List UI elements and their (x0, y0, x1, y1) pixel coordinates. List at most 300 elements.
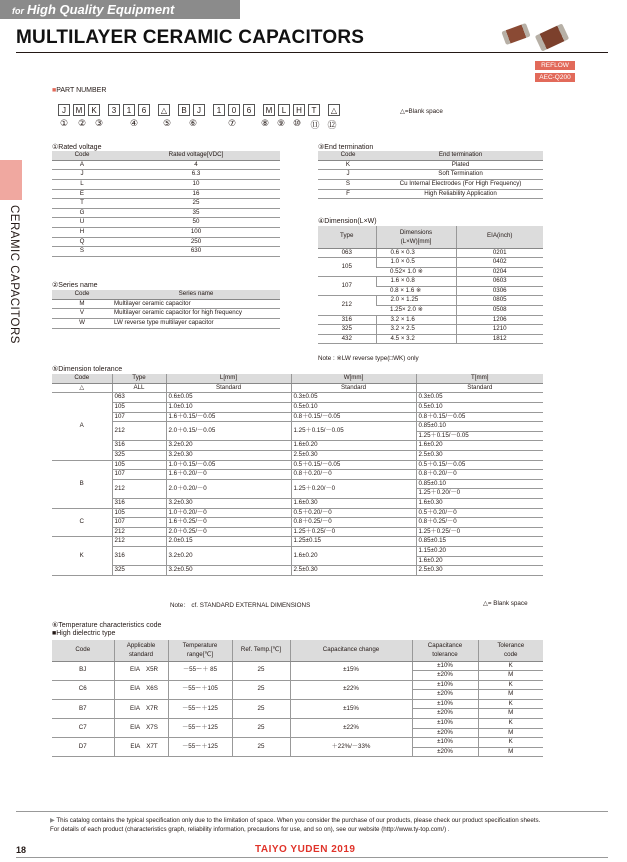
value-cell: High Reliability Application (378, 189, 543, 199)
thickness-cell: 2.5±0.30 (416, 566, 543, 576)
width-cell: 0.5＋0.20/－0 (291, 508, 416, 518)
capacitance-change-cell: ＋22%/－33% (290, 738, 412, 757)
dimension-cell: 1.25× 2.0 ※ (376, 306, 456, 316)
col-header: Type (112, 374, 166, 383)
code-cell: C6 (52, 680, 114, 699)
length-cell: Standard (166, 383, 291, 393)
table-row (52, 199, 280, 209)
thickness-cell: 0.8＋0.20/－0 (416, 470, 543, 480)
type-cell: 432 (318, 334, 376, 344)
col-header: W[mm] (291, 374, 416, 383)
code-cell: V (52, 309, 112, 319)
table-row (52, 699, 543, 709)
code-cell: E (52, 189, 112, 199)
table-row (52, 680, 543, 690)
temperature-range-cell: －55～＋125 (168, 738, 232, 757)
type-cell: 107 (112, 470, 166, 480)
width-cell: 1.25±0.15 (291, 537, 416, 547)
width-cell: 0.5±0.10 (291, 403, 416, 413)
standard-cell (114, 680, 168, 699)
length-cell: 1.6＋0.15/－0.05 (166, 412, 291, 422)
length-cell: 2.0＋0.15/－0.05 (166, 422, 291, 441)
capacitance-tolerance-cell: ±20% (412, 671, 478, 681)
col-header: Series name (112, 290, 280, 299)
value-cell: Plated (378, 160, 543, 170)
dimension-cell: 1.0 × 0.5 (376, 258, 456, 268)
temperature-range-cell: －55～＋125 (168, 719, 232, 738)
value-cell: 100 (112, 228, 280, 238)
type-cell: 316 (112, 499, 166, 509)
code-cell: △ (52, 383, 112, 393)
tolerance-code-cell: K (478, 738, 543, 748)
page-title: MULTILAYER CERAMIC CAPACITORS (16, 27, 365, 48)
tolerance-code-cell: K (478, 661, 543, 671)
length-cell: 0.6±0.05 (166, 393, 291, 403)
type-cell: 105 (112, 508, 166, 518)
thickness-cell: 0.85±0.10 (416, 422, 543, 432)
part-number-box: L (278, 104, 290, 116)
type-cell: 063 (318, 248, 376, 258)
table-row (52, 412, 543, 422)
type-cell: 316 (318, 315, 376, 325)
rated-voltage-table (52, 151, 280, 257)
type-cell: 063 (112, 393, 166, 403)
col-header: EIA(inch) (456, 226, 543, 248)
table-row (52, 299, 280, 309)
tolerance-code-cell: K (478, 680, 543, 690)
type-cell: 107 (112, 412, 166, 422)
type-cell: 212 (112, 479, 166, 498)
table-row (52, 218, 280, 228)
part-number-box: 6 (243, 104, 255, 116)
temperature-title: ⑥Temperature characteristics code (52, 622, 162, 629)
col-header: Capacitance tolerance (412, 640, 478, 661)
dimension-cell: 4.5 × 3.2 (376, 334, 456, 344)
code-cell: A (52, 393, 112, 460)
brand-name: TAIYO YUDEN 2019 (255, 844, 356, 855)
width-cell: 0.8＋0.20/－0 (291, 470, 416, 480)
dimension-cell: 1.6 × 0.8 (376, 277, 456, 287)
width-cell: 0.5＋0.15/－0.05 (291, 460, 416, 470)
part-number-box: T (308, 104, 320, 116)
type-cell: 107 (318, 277, 376, 296)
code-cell: B (52, 460, 112, 508)
length-cell: 1.6＋0.25/－0 (166, 518, 291, 528)
col-header: Code (52, 374, 112, 383)
standard-class: X7T (146, 743, 158, 751)
table-row (318, 334, 543, 344)
code-cell: S (52, 247, 112, 257)
table-row (52, 180, 280, 190)
table-row (52, 518, 543, 528)
col-header: Tolerance code (478, 640, 543, 661)
value-cell: Multilayer ceramic capacitor for high frequency (112, 309, 280, 319)
type-cell: 325 (112, 451, 166, 461)
col-header: L[mm] (166, 374, 291, 383)
capacitance-tolerance-cell: ±10% (412, 738, 478, 748)
capacitor-chip-image (535, 23, 569, 51)
ref-temp-cell: 25 (232, 680, 290, 699)
width-cell: 2.5±0.30 (291, 451, 416, 461)
length-cell: 1.0＋0.20/－0 (166, 508, 291, 518)
side-tab-marker (0, 160, 22, 200)
type-cell: 105 (112, 460, 166, 470)
table-row (52, 451, 543, 461)
code-cell: J (52, 170, 112, 180)
table-row (52, 661, 543, 671)
type-cell: 105 (112, 403, 166, 413)
length-cell: 3.2±0.50 (166, 566, 291, 576)
table-row (52, 208, 280, 218)
capacitance-tolerance-cell: ±10% (412, 680, 478, 690)
thickness-cell: 0.85±0.10 (416, 479, 543, 489)
code-cell: J (318, 170, 378, 180)
standard-name: EIA (129, 704, 140, 712)
dimension-cell: 2.0 × 1.25 (376, 296, 456, 306)
ref-temp-cell: 25 (232, 738, 290, 757)
table-row (52, 546, 543, 556)
side-tab-label: CERAMIC CAPACITORS (8, 205, 20, 344)
part-number-box: H (293, 104, 305, 116)
table-row (318, 170, 543, 180)
table-row (318, 325, 543, 335)
tolerance-code-cell: K (478, 699, 543, 709)
dimension-cell: 3.2 × 1.6 (376, 315, 456, 325)
length-cell: 1.6＋0.20/－0 (166, 470, 291, 480)
thickness-cell: 1.25＋0.25/－0 (416, 527, 543, 537)
footer-note-line-1: This catalog contains the typical specification only due to the limitation of space. When you consider the purchase of our products, please check our product specification sheets. (56, 817, 541, 824)
code-cell: F (318, 189, 378, 199)
badge-aec-q200: AEC-Q200 (535, 73, 575, 82)
col-header: Temperature range[℃] (168, 640, 232, 661)
table-row (318, 180, 543, 190)
table-row (318, 315, 543, 325)
part-number-index: ④ (129, 118, 139, 128)
part-number-box: 0 (228, 104, 240, 116)
footer-note-line-2: For details of each product (characteristics graph, reliability information, precautions for use, and so on), see our website (http://www.ty-top.com/) . (50, 825, 450, 833)
part-number-box: M (263, 104, 275, 116)
table-row (52, 160, 280, 170)
col-header: T[mm] (416, 374, 543, 383)
value-cell: LW reverse type multilayer capacitor (112, 319, 280, 329)
col-header: Code (318, 151, 378, 160)
part-number-box: 3 (108, 104, 120, 116)
table-row (52, 393, 543, 403)
table-row (318, 248, 543, 258)
code-cell: U (52, 218, 112, 228)
banner-text: High Quality Equipment (27, 2, 175, 17)
thickness-cell: Standard (416, 383, 543, 393)
part-number-box: △ (328, 104, 340, 116)
ref-temp-cell: 25 (232, 661, 290, 680)
table-row (52, 566, 543, 576)
code-cell: BJ (52, 661, 114, 680)
length-cell: 1.0＋0.15/－0.05 (166, 460, 291, 470)
capacitance-tolerance-cell: ±20% (412, 709, 478, 719)
part-number-box: J (58, 104, 70, 116)
capacitance-tolerance-cell: ±20% (412, 690, 478, 700)
type-cell: 107 (112, 518, 166, 528)
code-cell: K (318, 160, 378, 170)
eia-cell: 0306 (456, 286, 543, 296)
footer-note (50, 817, 610, 834)
capacitance-tolerance-cell: ±10% (412, 661, 478, 671)
eia-cell: 1210 (456, 325, 543, 335)
eia-cell: 1206 (456, 315, 543, 325)
tolerance-table (52, 374, 543, 576)
width-cell: 1.25＋0.15/－0.05 (291, 422, 416, 441)
length-cell: 2.0＋0.25/－0 (166, 527, 291, 537)
code-cell: G (52, 208, 112, 218)
width-cell: 1.6±0.20 (291, 441, 416, 451)
standard-cell (114, 661, 168, 680)
capacitance-change-cell: ±15% (290, 699, 412, 718)
col-header: Ref. Temp.[℃] (232, 640, 290, 661)
eia-cell: 1812 (456, 334, 543, 344)
eia-cell: 0508 (456, 306, 543, 316)
table-row (52, 527, 543, 537)
value-cell: Multilayer ceramic capacitor (112, 299, 280, 309)
table-row (318, 296, 543, 306)
part-number-index: ⑪ (310, 120, 320, 130)
table-row (52, 403, 543, 413)
thickness-cell: 0.8＋0.15/－0.05 (416, 412, 543, 422)
temperature-subtitle: ■High dielectric type (52, 630, 116, 637)
dimension-note: Note : ※LW reverse type(□WK) only (318, 355, 419, 362)
eia-cell: 0402 (456, 258, 543, 268)
standard-cell (114, 699, 168, 718)
eia-cell: 0204 (456, 267, 543, 277)
table-row (52, 383, 543, 393)
footer-bottom-rule (16, 857, 608, 858)
type-cell: 212 (318, 296, 376, 315)
capacitance-change-cell: ±22% (290, 719, 412, 738)
code-cell: H (52, 228, 112, 238)
table-row (52, 508, 543, 518)
tolerance-blank-note: △= Blank space (483, 600, 528, 607)
length-cell: 3.2±0.20 (166, 546, 291, 565)
value-cell: 25 (112, 199, 280, 209)
standard-cell (114, 738, 168, 757)
thickness-cell: 1.25＋0.20/－0 (416, 489, 543, 499)
dimension-title: ④Dimension(L×W) (318, 218, 377, 225)
part-number-box: B (178, 104, 190, 116)
value-cell: 250 (112, 237, 280, 247)
code-cell: C (52, 508, 112, 537)
table-row (52, 422, 543, 432)
tolerance-note: Note： cf. STANDARD EXTERNAL DIMENSIONS (170, 602, 311, 609)
part-number-box: 1 (123, 104, 135, 116)
width-cell: 1.25＋0.25/－0 (291, 527, 416, 537)
capacitor-chip-image (501, 23, 530, 45)
length-cell: 2.0＋0.20/－0 (166, 479, 291, 498)
part-number-index: ② (77, 118, 87, 128)
thickness-cell: 1.6±0.20 (416, 556, 543, 566)
eia-cell: 0805 (456, 296, 543, 306)
dimension-cell: 0.52× 1.0 ※ (376, 267, 456, 277)
footer-divider (16, 811, 608, 812)
part-number-index: ① (59, 118, 69, 128)
temperature-table (52, 640, 543, 757)
table-row (318, 258, 543, 268)
capacitance-change-cell: ±15% (290, 661, 412, 680)
table-row (318, 277, 543, 287)
code-cell: B7 (52, 699, 114, 718)
col-header: Type (318, 226, 376, 248)
thickness-cell: 0.5＋0.20/－0 (416, 508, 543, 518)
table-row (52, 537, 543, 547)
eia-cell: 0603 (456, 277, 543, 287)
type-cell: 212 (112, 527, 166, 537)
length-cell: 1.0±0.10 (166, 403, 291, 413)
standard-class: X7R (145, 704, 159, 712)
col-header: Capacitance change (290, 640, 412, 661)
type-cell: 325 (112, 566, 166, 576)
standard-name: EIA (129, 666, 140, 674)
col-header: Applicable standard (114, 640, 168, 661)
standard-name: EIA (130, 743, 141, 751)
thickness-cell: 1.6±0.20 (416, 441, 543, 451)
end-termination-title: ③End termination (318, 144, 374, 151)
part-number-index: ⑨ (276, 118, 286, 128)
standard-cell (114, 719, 168, 738)
temperature-range-cell: －55～＋ 85 (168, 661, 232, 680)
banner-prefix: for (12, 6, 24, 16)
part-number-index: ⑧ (260, 118, 270, 128)
code-cell: Q (52, 237, 112, 247)
type-cell: 316 (112, 546, 166, 565)
triangle-bullet-icon: ▶ (50, 817, 55, 824)
blank-space-note: △=Blank space (400, 108, 443, 115)
ref-temp-cell: 25 (232, 719, 290, 738)
table-row (52, 738, 543, 748)
table-row (318, 160, 543, 170)
width-cell: 0.8＋0.15/－0.05 (291, 412, 416, 422)
standard-name: EIA (130, 723, 141, 731)
width-cell: 1.6±0.30 (291, 499, 416, 509)
type-cell: 316 (112, 441, 166, 451)
table-row (52, 460, 543, 470)
table-row (52, 719, 543, 729)
code-cell: C7 (52, 719, 114, 738)
rated-voltage-title: ①Rated voltage (52, 144, 102, 151)
temperature-range-cell: －55～＋125 (168, 699, 232, 718)
type-cell: ALL (112, 383, 166, 393)
tolerance-code-cell: M (478, 671, 543, 681)
part-number-box: J (193, 104, 205, 116)
value-cell: Cu Internal Electrodes (For High Frequency) (378, 180, 543, 190)
col-header: End termination (378, 151, 543, 160)
table-row (52, 441, 543, 451)
part-number-box: M (73, 104, 85, 116)
capacitance-tolerance-cell: ±20% (412, 728, 478, 738)
capacitance-change-cell: ±22% (290, 680, 412, 699)
table-row (52, 499, 543, 509)
standard-class: X5R (145, 666, 159, 674)
part-number-index: ⑥ (188, 118, 198, 128)
value-cell: 4 (112, 160, 280, 170)
page-number: 18 (16, 845, 27, 855)
type-cell: 212 (112, 537, 166, 547)
tolerance-code-cell: M (478, 709, 543, 719)
table-row (318, 189, 543, 199)
part-number-index: ⑦ (227, 118, 237, 128)
value-cell: 630 (112, 247, 280, 257)
eia-cell: 0201 (456, 248, 543, 258)
value-cell: 35 (112, 208, 280, 218)
width-cell: 0.8＋0.25/－0 (291, 518, 416, 528)
dimension-cell: 0.6 × 0.3 (376, 248, 456, 258)
col-header: Code (52, 151, 112, 160)
code-cell: T (52, 199, 112, 209)
dimension-cell: 3.2 × 2.5 (376, 325, 456, 335)
part-number-box: K (88, 104, 100, 116)
capacitance-tolerance-cell: ±10% (412, 719, 478, 729)
value-cell: 6.3 (112, 170, 280, 180)
dimension-cell: 0.8 × 1.6 ※ (376, 286, 456, 296)
width-cell: Standard (291, 383, 416, 393)
value-cell: 50 (112, 218, 280, 228)
code-cell: A (52, 160, 112, 170)
series-name-title: ②Series name (52, 282, 98, 289)
table-row (52, 319, 280, 329)
tolerance-code-cell: K (478, 719, 543, 729)
length-cell: 3.2±0.20 (166, 441, 291, 451)
standard-class: X6S (146, 685, 158, 693)
part-number-box: △ (158, 104, 170, 116)
table-row (52, 470, 543, 480)
table-row (52, 237, 280, 247)
thickness-cell: 0.85±0.15 (416, 537, 543, 547)
length-cell: 3.2±0.30 (166, 499, 291, 509)
ref-temp-cell: 25 (232, 699, 290, 718)
tolerance-code-cell: M (478, 728, 543, 738)
tolerance-code-cell: M (478, 747, 543, 757)
part-number-label: ■PART NUMBER (52, 87, 107, 94)
col-header: Code (52, 640, 114, 661)
series-name-table (52, 290, 280, 329)
standard-class: X7S (146, 723, 158, 731)
title-divider (16, 52, 608, 53)
type-cell: 325 (318, 325, 376, 335)
part-number-index: ⑩ (292, 118, 302, 128)
thickness-cell: 1.25＋0.15/－0.05 (416, 431, 543, 441)
value-cell: Soft Termination (378, 170, 543, 180)
type-cell: 105 (318, 258, 376, 277)
part-number-box: 1 (213, 104, 225, 116)
table-row (52, 309, 280, 319)
standard-name: EIA (130, 685, 141, 693)
code-cell: S (318, 180, 378, 190)
col-header: Code (52, 290, 112, 299)
part-number-box: 6 (138, 104, 150, 116)
part-number-index: ⑫ (327, 120, 337, 130)
thickness-cell: 2.5±0.30 (416, 451, 543, 461)
badge-reflow: REFLOW (535, 61, 575, 70)
thickness-cell: 0.5＋0.15/－0.05 (416, 460, 543, 470)
dimension-table (318, 226, 543, 344)
table-row (52, 170, 280, 180)
width-cell: 0.3±0.05 (291, 393, 416, 403)
length-cell: 3.2±0.30 (166, 451, 291, 461)
value-cell: 16 (112, 189, 280, 199)
table-row (52, 479, 543, 489)
header-banner (0, 0, 240, 19)
end-termination-table (318, 151, 543, 199)
value-cell: 10 (112, 180, 280, 190)
tolerance-code-cell: M (478, 690, 543, 700)
thickness-cell: 1.15±0.20 (416, 546, 543, 556)
